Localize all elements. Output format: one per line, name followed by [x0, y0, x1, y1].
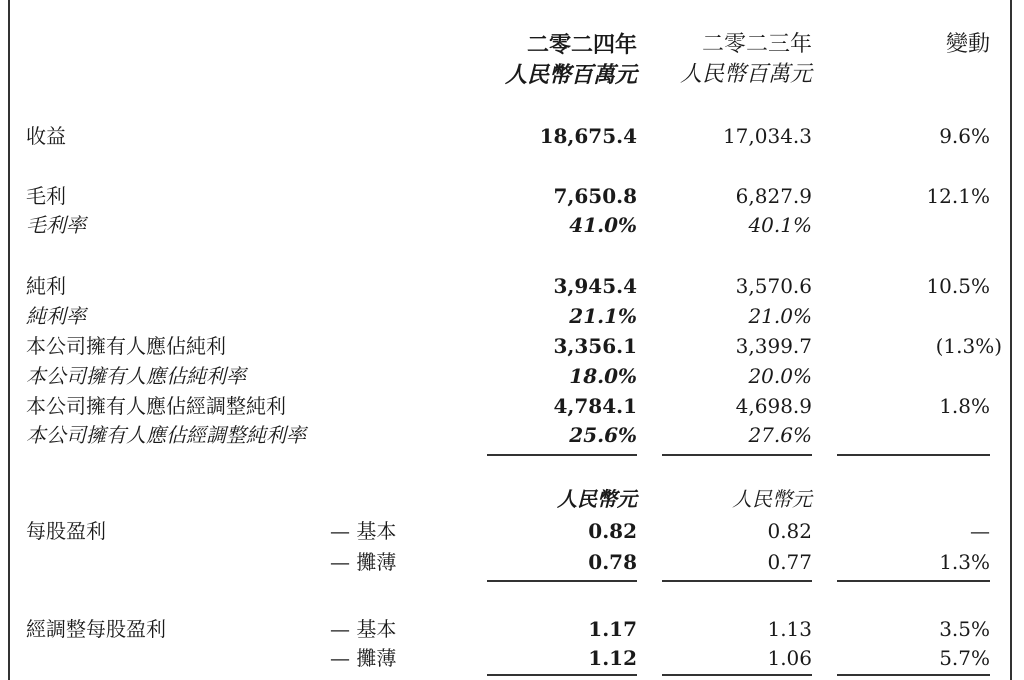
rule-2023	[662, 454, 812, 456]
adj-eps-label: 經調整每股盈利	[26, 617, 166, 641]
rule-change	[837, 454, 990, 456]
gross-margin-2023: 40.1%	[748, 213, 812, 237]
adj-eps-rule-2023	[662, 674, 812, 676]
right-border	[1010, 0, 1012, 680]
eps-rule-change	[837, 580, 990, 582]
attrib-profit-2024: 3,356.1	[553, 334, 637, 358]
eps-diluted-sub: — 攤薄	[330, 550, 397, 574]
adj-eps-diluted-2023: 1.06	[767, 646, 812, 670]
adj-eps-basic-2023: 1.13	[767, 617, 812, 641]
gross-profit-change: 12.1%	[926, 184, 990, 208]
row-label-attrib-profit: 本公司擁有人應佔純利	[26, 334, 226, 358]
attrib-margin-2023: 20.0%	[748, 364, 812, 388]
revenue-2023: 17,034.3	[722, 124, 812, 148]
net-margin-2023: 21.0%	[748, 304, 812, 328]
adj-eps-basic-2024: 1.17	[588, 617, 637, 641]
eps-diluted-2023: 0.77	[767, 550, 812, 574]
attrib-profit-change: (1.3%)	[935, 334, 1002, 358]
eps-col-2023: 人民幣元	[732, 487, 812, 511]
eps-rule-2023	[662, 580, 812, 582]
adj-profit-2023: 4,698.9	[735, 394, 812, 418]
attrib-profit-2023: 3,399.7	[735, 334, 812, 358]
row-label-attrib-margin: 本公司擁有人應佔純利率	[26, 364, 246, 388]
eps-diluted-change: 1.3%	[939, 550, 990, 574]
eps-basic-change: —	[970, 519, 990, 543]
adj-eps-basic-change: 3.5%	[939, 617, 990, 641]
eps-label: 每股盈利	[26, 519, 106, 543]
row-label-adj-margin: 本公司擁有人應佔經調整純利率	[26, 423, 306, 447]
eps-diluted-2024: 0.78	[588, 550, 637, 574]
adj-profit-2024: 4,784.1	[553, 394, 637, 418]
net-profit-change: 10.5%	[926, 274, 990, 298]
eps-basic-sub: — 基本	[330, 519, 397, 543]
adj-eps-diluted-change: 5.7%	[939, 646, 990, 670]
gross-profit-2023: 6,827.9	[735, 184, 812, 208]
revenue-2024: 18,675.4	[539, 124, 637, 148]
row-label-revenue: 收益	[26, 124, 66, 148]
row-label-gross-profit: 毛利	[26, 184, 66, 208]
row-label-gross-margin: 毛利率	[26, 213, 86, 237]
adj-eps-rule-2024	[487, 674, 637, 676]
adj-eps-diluted-sub: — 攤薄	[330, 646, 397, 670]
adj-margin-2024: 25.6%	[569, 423, 637, 447]
eps-rule-2024	[487, 580, 637, 582]
col-2023-unit: 人民幣百萬元	[679, 62, 812, 87]
net-margin-2024: 21.1%	[569, 304, 637, 328]
adj-margin-2023: 27.6%	[748, 423, 812, 447]
rule-2024	[487, 454, 637, 456]
eps-col-2024: 人民幣元	[557, 487, 637, 511]
eps-basic-2023: 0.82	[767, 519, 812, 543]
left-border	[8, 0, 10, 680]
adj-profit-change: 1.8%	[939, 394, 990, 418]
net-profit-2023: 3,570.6	[735, 274, 812, 298]
row-label-net-profit: 純利	[26, 274, 66, 298]
gross-profit-2024: 7,650.8	[553, 184, 637, 208]
col-2024-year: 二零二四年	[526, 32, 637, 58]
row-label-adj-profit: 本公司擁有人應佔經調整純利	[26, 394, 286, 418]
revenue-change: 9.6%	[939, 124, 990, 148]
col-2023-year: 二零二三年	[701, 32, 812, 57]
gross-margin-2024: 41.0%	[569, 213, 637, 237]
attrib-margin-2024: 18.0%	[569, 364, 637, 388]
col-change: 變動	[945, 32, 990, 57]
net-profit-2024: 3,945.4	[553, 274, 637, 298]
col-2024-unit: 人民幣百萬元	[504, 62, 637, 88]
adj-eps-diluted-2024: 1.12	[588, 646, 637, 670]
adj-eps-rule-change	[837, 674, 990, 676]
eps-basic-2024: 0.82	[588, 519, 637, 543]
row-label-net-margin: 純利率	[26, 304, 86, 328]
adj-eps-basic-sub: — 基本	[330, 617, 397, 641]
